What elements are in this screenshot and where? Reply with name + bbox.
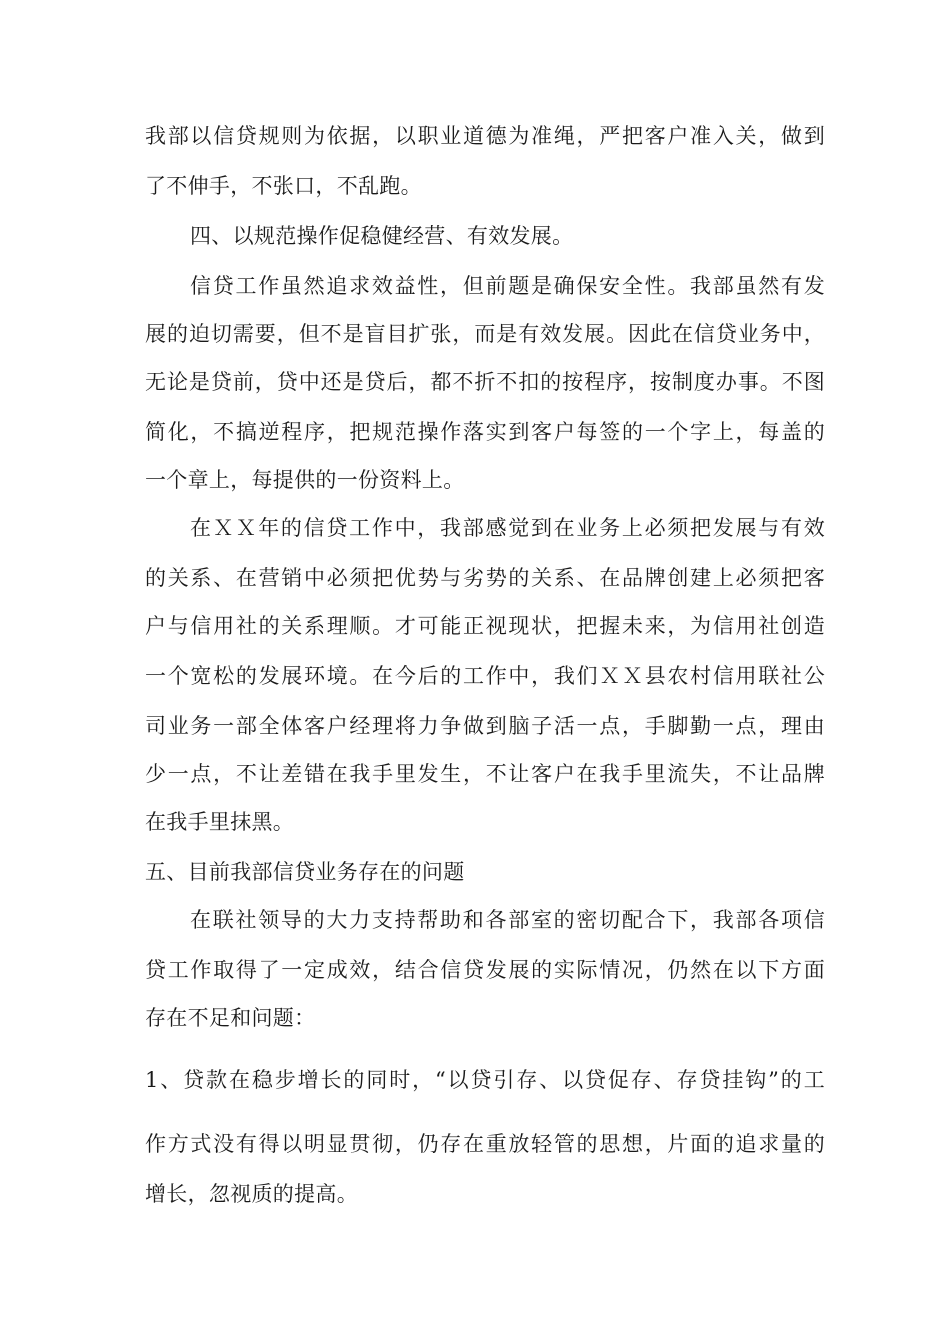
text-line: 在我手里抹黑。 bbox=[145, 810, 295, 834]
text-line: 无论是贷前，贷中还是贷后，都不折不扣的按程序，按制度办事。不图 bbox=[145, 370, 825, 394]
text-line: 在联社领导的大力支持帮助和各部室的密切配合下，我部各项信 bbox=[190, 908, 825, 932]
text-line: 一个宽松的发展环境。在今后的工作中，我们ＸＸ县农村信用联社公 bbox=[145, 664, 825, 688]
text-line: 我部以信贷规则为依据，以职业道德为准绳，严把客户准入关，做到 bbox=[145, 124, 825, 148]
text-line: 一个章上，每提供的一份资料上。 bbox=[145, 468, 465, 492]
text-line: 作方式没有得以明显贯彻，仍存在重放轻管的思想，片面的追求量的 bbox=[145, 1132, 825, 1156]
list-item: 1、贷款在稳步增长的同时，“以贷引存、以贷促存、存贷挂钩”的工 bbox=[145, 1068, 825, 1092]
text-line: 简化，不搞逆程序，把规范操作落实到客户每签的一个字上，每盖的 bbox=[145, 420, 825, 444]
section-heading: 四、以规范操作促稳健经营、有效发展。 bbox=[190, 224, 574, 248]
text-line: 信贷工作虽然追求效益性，但前题是确保安全性。我部虽然有发 bbox=[190, 274, 825, 298]
section-heading: 五、目前我部信贷业务存在的问题 bbox=[145, 860, 465, 884]
text-line: 户与信用社的关系理顺。才可能正视现状，把握未来，为信用社创造 bbox=[145, 614, 825, 638]
text-line: 少一点，不让差错在我手里发生，不让客户在我手里流失，不让品牌 bbox=[145, 762, 825, 786]
text-line: 了不伸手，不张口，不乱跑。 bbox=[145, 174, 422, 198]
text-line: 的关系、在营销中必须把优势与劣势的关系、在品牌创建上必须把客 bbox=[145, 566, 825, 590]
text-line: 增长，忽视质的提高。 bbox=[145, 1182, 358, 1206]
text-line: 存在不足和问题： bbox=[145, 1006, 316, 1030]
text-line: 在ＸＸ年的信贷工作中，我部感觉到在业务上必须把发展与有效 bbox=[190, 516, 825, 540]
text-line: 贷工作取得了一定成效，结合信贷发展的实际情况，仍然在以下方面 bbox=[145, 958, 825, 982]
text-line: 展的迫切需要，但不是盲目扩张，而是有效发展。因此在信贷业务中， bbox=[145, 322, 825, 346]
text-line: 司业务一部全体客户经理将力争做到脑子活一点，手脚勤一点，理由 bbox=[145, 714, 825, 738]
